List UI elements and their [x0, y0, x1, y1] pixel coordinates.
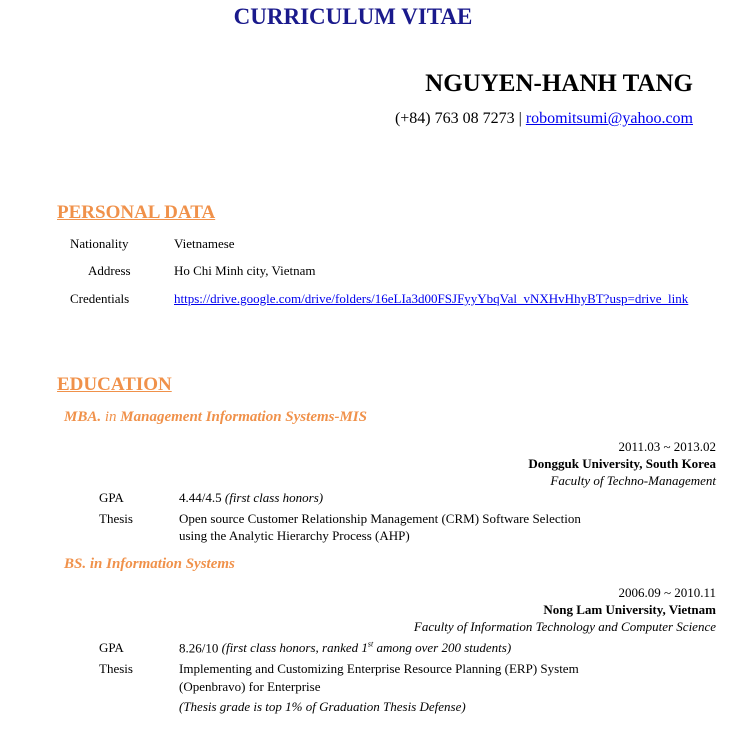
bs-gpa-score: 8.26/10	[179, 640, 219, 656]
mba-gpa-value	[179, 490, 323, 506]
bs-gpa-label: GPA	[99, 640, 124, 655]
bs-faculty: Faculty of Information Technology and Computer Science	[413, 619, 716, 634]
bs-thesis-note: (Thesis grade is top 1% of Graduation Thesis Defense)	[179, 699, 466, 714]
credentials-link[interactable]: https://drive.google.com/drive/folders/16eLIa3d00FSJFyyYbqVal_vNXHvHhyBT?usp=drive_link	[174, 291, 689, 306]
bs-gpa-note-a: (first class honors, ranked 1	[221, 640, 368, 656]
credentials-label: Credentials	[70, 291, 130, 306]
mba-degree-in: in	[104, 409, 117, 425]
contact-line	[395, 110, 693, 128]
address-label: Address	[88, 263, 131, 278]
bs-gpa-note-b: among over 200 students)	[373, 640, 512, 656]
bs-dates: 2006.09 ~ 2010.11	[618, 585, 716, 600]
document-title: CURRICULUM VITAE	[233, 4, 473, 29]
bs-thesis-line1: Implementing and Customizing Enterprise Resource Planning (ERP) System	[179, 661, 579, 676]
bs-thesis-label: Thesis	[99, 661, 133, 676]
mba-gpa-note: (first class honors)	[224, 490, 324, 505]
bs-thesis-line2: (Openbravo) for Enterprise	[179, 679, 321, 694]
bs-gpa-value	[179, 640, 511, 656]
mba-dates: 2011.03 ~ 2013.02	[618, 439, 716, 454]
phone-number: (+84) 763 08 7273	[394, 110, 515, 127]
mba-university: Dongguk University, South Korea	[528, 456, 716, 471]
mba-thesis-line1: Open source Customer Relationship Management (CRM) Software Selection	[179, 511, 581, 526]
section-heading-personal-data: PERSONAL DATA	[57, 202, 216, 223]
mba-thesis-label: Thesis	[99, 511, 133, 526]
section-heading-education: EDUCATION	[57, 374, 172, 395]
mba-degree-field: Management Information Systems-MIS	[120, 409, 367, 425]
candidate-name: NGUYEN-HANH TANG	[425, 70, 693, 97]
bs-degree-title: BS. in Information Systems	[64, 556, 235, 572]
bs-gpa-note	[222, 640, 512, 655]
mba-degree-title	[64, 409, 367, 426]
mba-gpa-score: 4.44/4.5	[179, 490, 222, 505]
contact-separator: |	[518, 110, 522, 127]
mba-faculty: Faculty of Techno-Management	[550, 473, 716, 488]
email-link[interactable]: robomitsumi@yahoo.com	[525, 110, 693, 127]
mba-degree-prefix: MBA.	[64, 409, 102, 425]
nationality-value: Vietnamese	[174, 236, 235, 251]
mba-gpa-label: GPA	[99, 490, 124, 505]
mba-thesis-line2: using the Analytic Hierarchy Process (AHP)	[179, 528, 410, 543]
address-value: Ho Chi Minh city, Vietnam	[174, 263, 316, 278]
bs-gpa-note-sup: st	[367, 640, 374, 649]
nationality-label: Nationality	[70, 236, 129, 251]
bs-university: Nong Lam University, Vietnam	[543, 602, 716, 617]
